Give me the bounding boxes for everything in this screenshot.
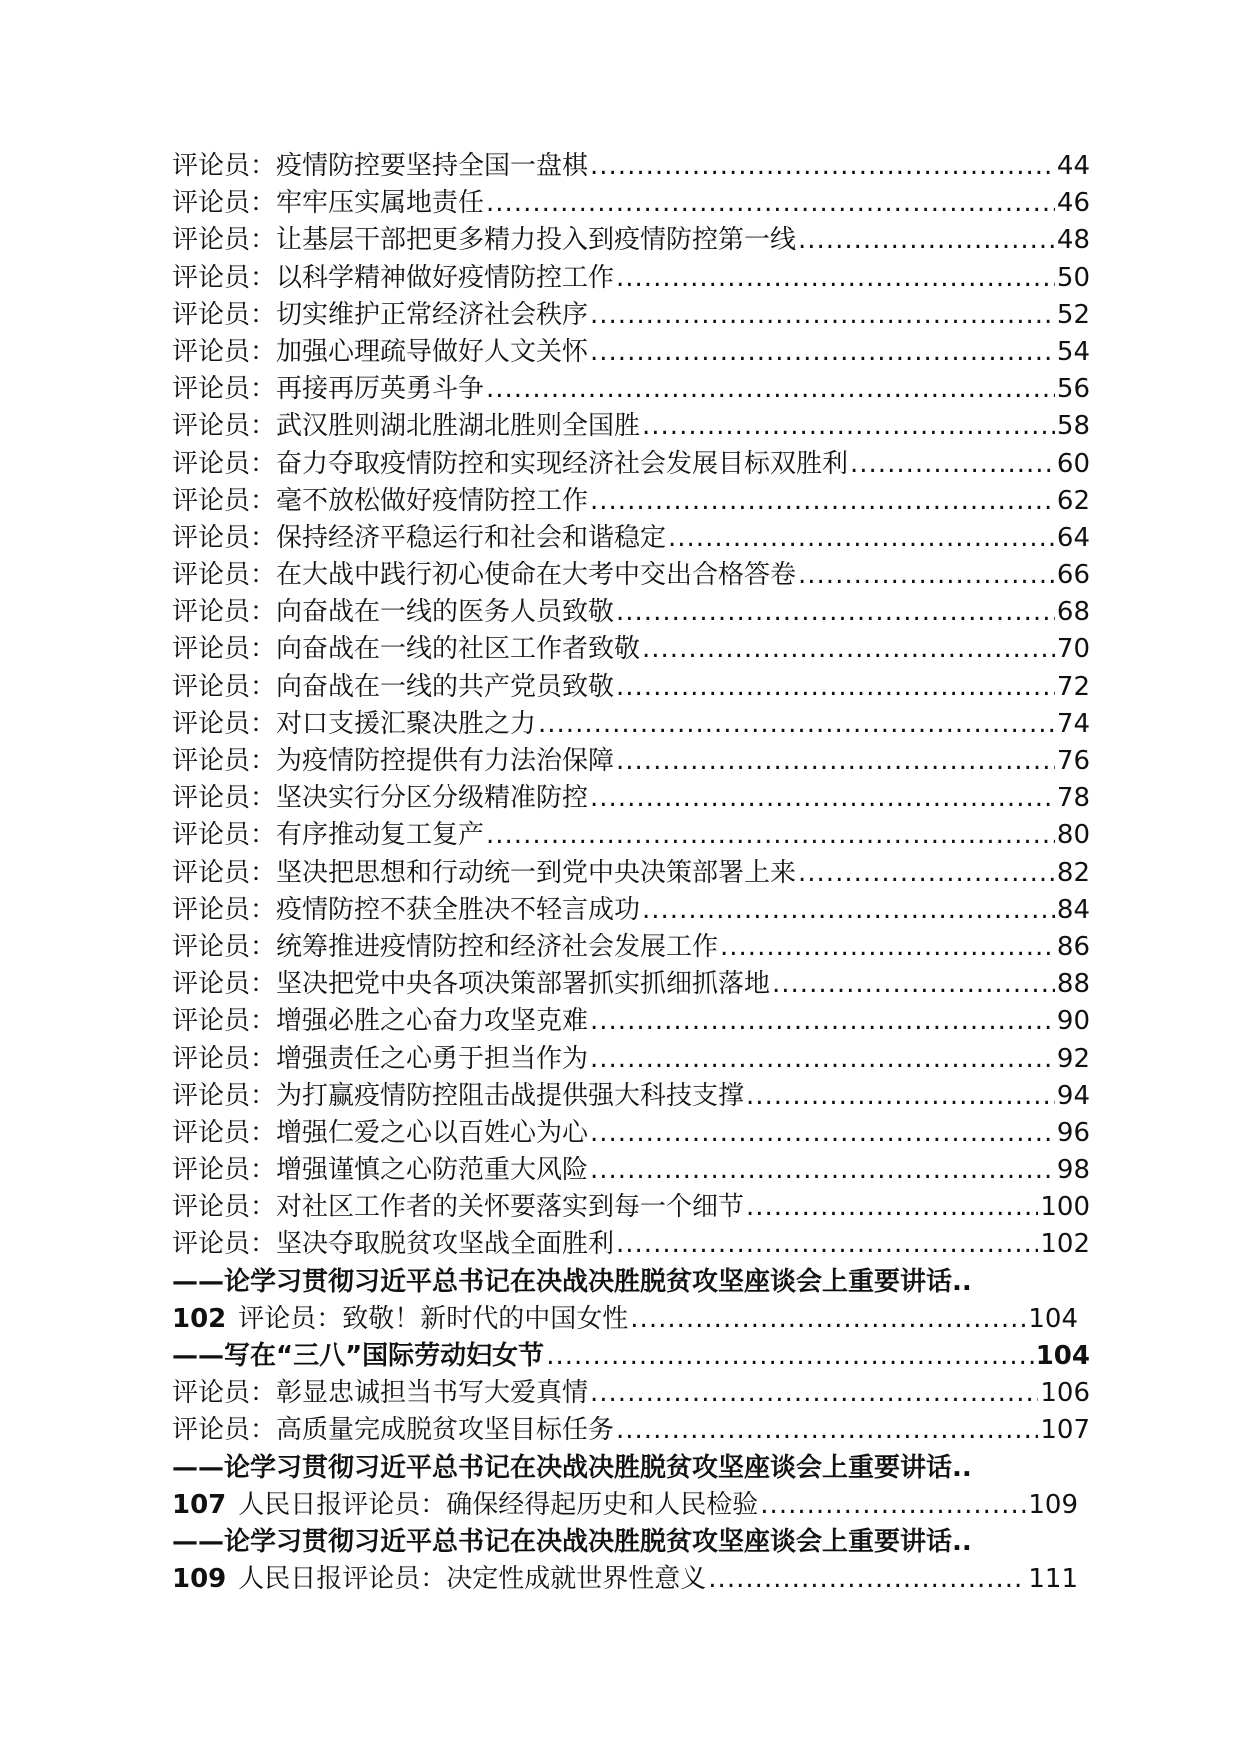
toc-entry (172, 520, 1090, 557)
toc-entry-title: 评论员：对口支援汇聚决胜之力 (172, 708, 537, 739)
toc-entry-title: 评论员：坚决夺取脱贫攻坚战全面胜利 (172, 1229, 615, 1260)
toc-entry-page: 98 (1056, 1155, 1090, 1186)
toc-entry (172, 334, 1090, 371)
toc-leader-dots (616, 743, 1055, 780)
toc-subtitle (172, 1264, 1090, 1301)
toc-leader-dots (590, 483, 1055, 520)
toc-leader-dots (760, 1487, 1026, 1524)
toc-entry (172, 185, 1090, 222)
toc-leader-dots (590, 1375, 1038, 1412)
toc-subtitle-entry (172, 1338, 1090, 1375)
toc-leader-dots (590, 334, 1055, 371)
toc-entry (172, 1226, 1090, 1263)
toc-entry (172, 817, 1090, 854)
toc-entry-title: 评论员：坚决把思想和行动统一到党中央决策部署上来 (172, 857, 797, 888)
toc-entry-page: 88 (1056, 969, 1090, 1000)
toc-entry (172, 260, 1090, 297)
toc-entry-page: 58 (1056, 411, 1090, 442)
toc-leader-dots (486, 185, 1055, 222)
toc-entry (172, 1152, 1090, 1189)
toc-entry (172, 297, 1090, 334)
toc-entry-page: 72 (1056, 671, 1090, 702)
toc-leader-dots (590, 1115, 1055, 1152)
toc-entry-page: 46 (1056, 188, 1090, 219)
toc-leader-dots (538, 706, 1055, 743)
toc-entry-page: 104 (1035, 1341, 1090, 1371)
toc-leader-dots (798, 557, 1055, 594)
toc-entry-page: 48 (1056, 225, 1090, 256)
toc-continuation-entry (172, 1487, 1078, 1524)
toc-entry-title: 人民日报评论员：决定性成就世界性意义 (238, 1564, 707, 1595)
toc-subtitle-text: ——论学习贯彻习近平总书记在决战决胜脱贫攻坚座谈会上重要讲话 (172, 1526, 953, 1557)
toc-entry-page: 84 (1056, 894, 1090, 925)
toc-entry-page: 104 (1028, 1303, 1078, 1334)
toc-entry-title: 评论员：为打赢疫情防控阻击战提供强大科技支撑 (172, 1080, 745, 1111)
toc-leader-dots (590, 297, 1055, 334)
toc-entry-title: 评论员：向奋战在一线的医务人员致敬 (172, 597, 615, 628)
toc-leader-dots (546, 1338, 1034, 1375)
toc-leader-dots (798, 222, 1055, 259)
toc-entry-page: 78 (1056, 783, 1090, 814)
toc-entry-page: 100 (1040, 1192, 1090, 1223)
toc-entry (172, 594, 1090, 631)
toc-entry (172, 371, 1090, 408)
toc-entry (172, 929, 1090, 966)
toc-entry (172, 631, 1090, 668)
toc-entry (172, 1375, 1090, 1412)
toc-entry-page: 90 (1056, 1006, 1090, 1037)
toc-entry-title: 评论员：对社区工作者的关怀要落实到每一个细节 (172, 1192, 745, 1223)
toc-entry-page: 107 (1040, 1415, 1090, 1446)
toc-entry-title: 评论员：疫情防控不获全胜决不轻言成功 (172, 894, 641, 925)
toc-leader-dots (746, 1078, 1055, 1115)
toc-entry (172, 1189, 1090, 1226)
toc-entry (172, 222, 1090, 259)
toc-entry-page: 92 (1056, 1043, 1090, 1074)
toc-entry-title: 评论员：加强心理疏导做好人文关怀 (172, 336, 589, 367)
toc-leader-dots (590, 1152, 1055, 1189)
toc-continuation-entry (172, 1301, 1078, 1338)
toc-entry-page: 94 (1056, 1080, 1090, 1111)
toc-entry-title: 评论员：坚决实行分区分级精准防控 (172, 783, 589, 814)
toc-leader-dots (772, 966, 1055, 1003)
toc-entry-page: 56 (1056, 374, 1090, 405)
toc-subtitle-text: ——论学习贯彻习近平总书记在决战决胜脱贫攻坚座谈会上重要讲话 (172, 1266, 953, 1297)
toc-entry (172, 743, 1090, 780)
toc-entry-title: 评论员：疫情防控要坚持全国一盘棋 (172, 151, 589, 181)
toc-leader-dots (486, 817, 1055, 854)
table-of-contents (172, 148, 1090, 1598)
toc-entry-title: 评论员：为疫情防控提供有力法治保障 (172, 746, 615, 776)
toc-continuation-page: 102 (172, 1303, 227, 1334)
toc-leader-dots (668, 520, 1055, 557)
toc-continuation-page: 109 (172, 1564, 227, 1595)
toc-entry-title: 评论员：让基层干部把更多精力投入到疫情防控第一线 (172, 225, 797, 256)
toc-entry-title: 评论员：增强必胜之心奋力攻坚克难 (172, 1006, 589, 1037)
toc-entry-page: 50 (1056, 262, 1090, 293)
toc-entry-title: 评论员：坚决把党中央各项决策部署抓实抓细抓落地 (172, 969, 771, 1000)
toc-entry (172, 855, 1090, 892)
toc-entry-title: 评论员：有序推动复工复产 (172, 820, 485, 851)
toc-leader-dots (486, 371, 1055, 408)
toc-entry (172, 483, 1090, 520)
toc-subtitle-tail: .. (952, 1266, 972, 1297)
toc-leader-dots (616, 1226, 1038, 1263)
toc-subtitle-tail: .. (952, 1526, 972, 1557)
toc-entry-page: 102 (1040, 1229, 1090, 1260)
toc-leader-dots (708, 1561, 1026, 1598)
toc-entry-page: 106 (1040, 1378, 1090, 1409)
toc-entry-title: 评论员：以科学精神做好疫情防控工作 (172, 262, 615, 293)
toc-leader-dots (630, 1301, 1026, 1338)
toc-entry (172, 446, 1090, 483)
toc-entry-page: 64 (1056, 522, 1090, 553)
toc-entry-page: 109 (1028, 1489, 1078, 1520)
toc-entry (172, 1115, 1090, 1152)
toc-entry-title: 评论员：增强责任之心勇于担当作为 (172, 1043, 589, 1074)
toc-subtitle-text: ——论学习贯彻习近平总书记在决战决胜脱贫攻坚座谈会上重要讲话 (172, 1452, 953, 1483)
toc-entry-title: 评论员：向奋战在一线的社区工作者致敬 (172, 634, 641, 665)
toc-entry-page: 82 (1056, 857, 1090, 888)
toc-continuation-page: 107 (172, 1489, 227, 1520)
toc-leader-dots (590, 780, 1055, 817)
toc-entry-page: 66 (1056, 560, 1090, 591)
toc-leader-dots (590, 1003, 1055, 1040)
toc-entry-title: 评论员：统筹推进疫情防控和经济社会发展工作 (172, 931, 719, 962)
toc-entry (172, 669, 1090, 706)
toc-entry-title: 评论员：切实维护正常经济社会秩序 (172, 299, 589, 330)
toc-entry-page: 44 (1056, 151, 1090, 181)
toc-entry-title: 评论员：增强谨慎之心防范重大风险 (172, 1155, 589, 1186)
toc-entry-title: 评论员：牢牢压实属地责任 (172, 188, 485, 219)
toc-leader-dots (642, 408, 1055, 445)
toc-entry (172, 1003, 1090, 1040)
toc-entry-page: 76 (1056, 746, 1090, 776)
toc-entry-page: 96 (1056, 1117, 1090, 1148)
toc-leader-dots (642, 892, 1055, 929)
toc-entry-title: 评论员：致敬！新时代的中国女性 (238, 1303, 629, 1334)
toc-entry (172, 1041, 1090, 1078)
toc-entry (172, 557, 1090, 594)
toc-entries (172, 148, 1090, 1264)
toc-entry (172, 1412, 1090, 1449)
toc-entry (172, 1078, 1090, 1115)
toc-entry-title: 评论员：向奋战在一线的共产党员致敬 (172, 671, 615, 702)
toc-subtitle-tail: .. (952, 1452, 972, 1483)
toc-entry-page: 52 (1056, 299, 1090, 330)
toc-entry (172, 966, 1090, 1003)
toc-entry-page: 60 (1056, 448, 1090, 479)
toc-entry-title: 评论员：武汉胜则湖北胜湖北胜则全国胜 (172, 411, 641, 442)
toc-leader-dots (616, 260, 1055, 297)
toc-leader-dots (590, 148, 1055, 185)
toc-entry-page: 111 (1028, 1564, 1078, 1595)
toc-entry-title: 评论员：奋力夺取疫情防控和实现经济社会发展目标双胜利 (172, 448, 849, 479)
toc-entry-page: 80 (1056, 820, 1090, 851)
toc-entry-page: 62 (1056, 485, 1090, 516)
toc-leader-dots (616, 669, 1055, 706)
toc-entry-page: 68 (1056, 597, 1090, 628)
toc-entry-page: 74 (1056, 708, 1090, 739)
toc-entry (172, 148, 1090, 185)
toc-leader-dots (850, 446, 1055, 483)
toc-entry-title: 评论员：在大战中践行初心使命在大考中交出合格答卷 (172, 560, 797, 591)
toc-entry (172, 780, 1090, 817)
toc-subtitle (172, 1524, 1090, 1561)
toc-entry-page: 54 (1056, 336, 1090, 367)
toc-entry-title: 评论员：彰显忠诚担当书写大爱真情 (172, 1378, 589, 1409)
toc-entry-title: 评论员：保持经济平稳运行和社会和谐稳定 (172, 522, 667, 553)
toc-continuation-entry (172, 1561, 1078, 1598)
toc-entry (172, 408, 1090, 445)
toc-entry (172, 706, 1090, 743)
toc-entry-title: 评论员：高质量完成脱贫攻坚目标任务 (172, 1415, 615, 1446)
toc-entry-title: 评论员：毫不放松做好疫情防控工作 (172, 485, 589, 516)
toc-entry-title: 人民日报评论员：确保经得起历史和人民检验 (238, 1489, 759, 1520)
toc-leader-dots (616, 594, 1055, 631)
toc-entry (172, 892, 1090, 929)
toc-entry-title: 评论员：再接再厉英勇斗争 (172, 374, 485, 405)
toc-leader-dots (616, 1412, 1038, 1449)
toc-leader-dots (798, 855, 1055, 892)
toc-entry-title: 评论员：增强仁爱之心以百姓心为心 (172, 1117, 589, 1148)
toc-leader-dots (642, 631, 1055, 668)
toc-subtitle-text: ——写在“三八”国际劳动妇女节 (172, 1341, 545, 1371)
toc-leader-dots (720, 929, 1055, 966)
toc-subtitle (172, 1450, 1090, 1487)
toc-leader-dots (746, 1189, 1038, 1226)
toc-leader-dots (590, 1041, 1055, 1078)
toc-entry-page: 86 (1056, 931, 1090, 962)
toc-entry-page: 70 (1056, 634, 1090, 665)
